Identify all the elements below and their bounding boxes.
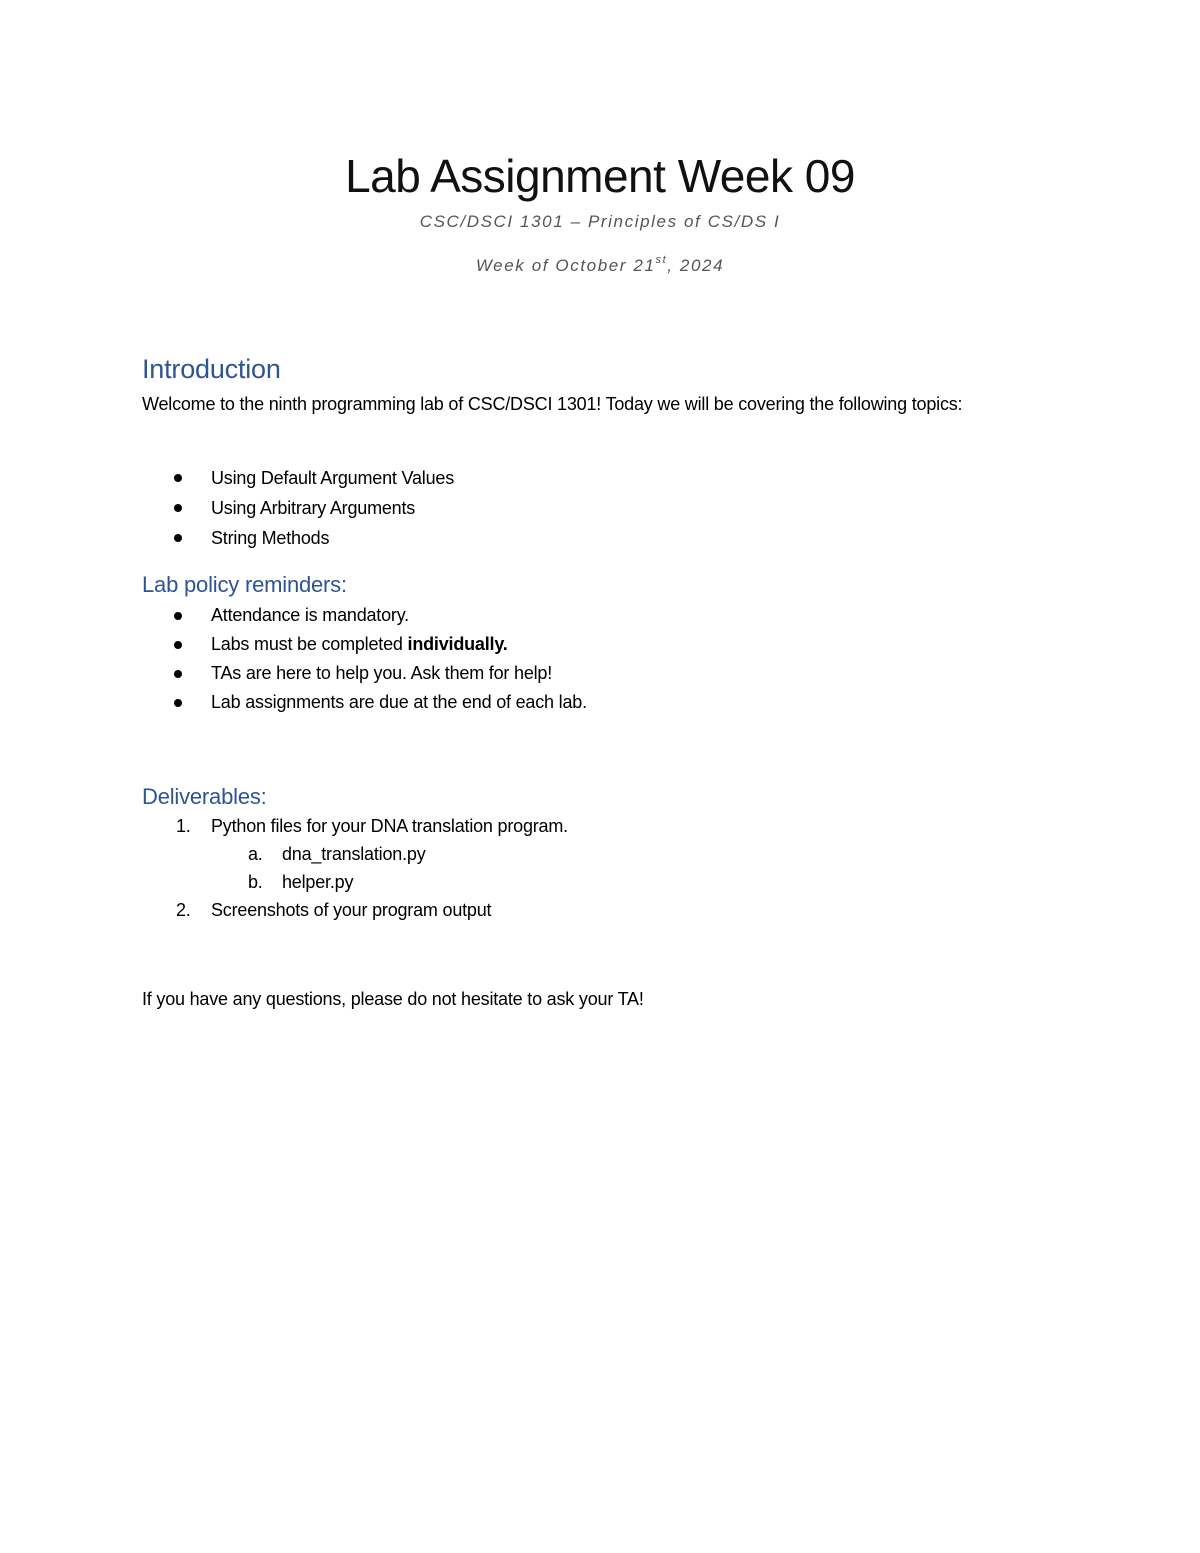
topic-text: Using Default Argument Values (211, 468, 455, 488)
list-item (0, 896, 568, 924)
list-marker: 1. (176, 816, 191, 836)
topic-text: String Methods (211, 528, 330, 548)
list-item (0, 868, 568, 896)
list-item (0, 659, 587, 688)
deliverable-text: helper.py (282, 872, 354, 892)
bullet-icon (174, 699, 182, 707)
list-item (0, 463, 454, 493)
introduction-heading: Introduction (142, 354, 281, 384)
deliverable-text: dna_translation.py (282, 844, 426, 864)
deliverables-heading: Deliverables: (142, 784, 267, 809)
list-item (0, 493, 454, 523)
course-line: CSC/DSCI 1301 – Principles of CS/DS I (419, 212, 781, 231)
week-line-prefix: Week of October 21 (475, 256, 656, 275)
list-marker: b. (248, 872, 263, 892)
week-line-year: , 2024 (667, 256, 725, 275)
policy-text: Attendance is mandatory. (211, 605, 409, 625)
policy-heading: Lab policy reminders: (142, 572, 347, 597)
policy-text: Lab assignments are due at the end of each lab. (211, 692, 587, 712)
introduction-paragraph: Welcome to the ninth programming lab of CSC/DSCI 1301! Today we will be covering the following topics: (142, 394, 963, 414)
list-marker: a. (248, 844, 263, 864)
bullet-icon (174, 612, 182, 620)
document-title: Lab Assignment Week 09 (345, 150, 855, 202)
bullet-icon (174, 534, 182, 542)
bullet-icon (174, 504, 182, 512)
list-item (0, 523, 454, 553)
policy-emphasis: individually. (407, 634, 508, 654)
topic-text: Using Arbitrary Arguments (211, 498, 416, 518)
list-marker: 2. (176, 900, 191, 920)
bullet-icon (174, 641, 182, 649)
bullet-icon (174, 474, 182, 482)
deliverables-list (0, 812, 568, 924)
list-item (0, 688, 587, 717)
list-item (0, 601, 587, 630)
policy-list (0, 601, 587, 717)
deliverable-text: Python files for your DNA translation program. (211, 816, 568, 836)
list-item (0, 840, 568, 868)
week-line (0, 254, 1200, 278)
week-line-ordinal: st (655, 254, 668, 267)
topics-list (0, 463, 454, 553)
policy-text: Labs must be completed (211, 634, 408, 654)
policy-text: TAs are here to help you. Ask them for help! (211, 663, 553, 683)
deliverable-text: Screenshots of your program output (211, 900, 492, 920)
bullet-icon (174, 670, 182, 678)
list-item (0, 812, 568, 840)
list-item (0, 630, 587, 659)
closing-text: If you have any questions, please do not hesitate to ask your TA! (142, 989, 644, 1009)
